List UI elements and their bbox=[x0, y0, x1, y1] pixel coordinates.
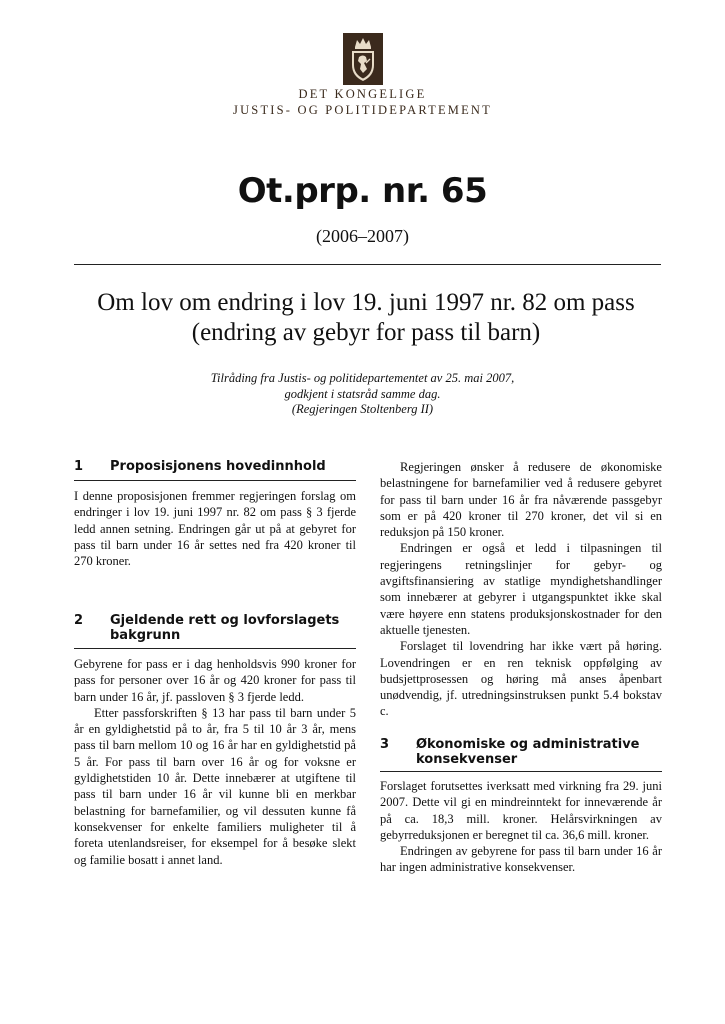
submission-note bbox=[0, 371, 725, 418]
paragraph: Endringen er også et ledd i tilpasningen til regjeringens retningslinjer for gebyr- og avgiftsfinansiering av statlige myndighetshandlinger som innebærer at gebyrer i utgangspunktet ikke skal være høyere enn statens produksjonskostnader for den aktuelle tjenesten. bbox=[380, 541, 662, 637]
proposition-year: (2006–2007) bbox=[316, 226, 409, 246]
paragraph: Endringen av gebyrene for pass til barn under 16 år har ingen administrative konsekvenser. bbox=[380, 844, 662, 875]
paragraph: Forslaget forutsettes iverksatt med virkning fra 29. juni 2007. Dette vil gi en mindreinntekt for inneværende år på ca. 18,3 mill. kroner. Helårsvirkningen av gebyrreduksjonen er beregnet til ca. 36,6 mill. kroner. bbox=[380, 779, 662, 842]
section-3-body bbox=[380, 778, 662, 876]
title-divider bbox=[74, 264, 661, 265]
section-rule bbox=[380, 771, 662, 772]
paragraph: Regjeringen ønsker å redusere de økonomiske belastningene for barnefamilier ved å redusere gebyret for pass til barn under 16 år fra nåværende passgebyr som er på 420 kroner til 270 kroner, det vil si en reduksjon på 150 kroner. bbox=[380, 460, 662, 540]
main-title-line1: Om lov om endring i lov 19. juni 1997 nr. 82 om pass bbox=[97, 289, 635, 316]
section-2-body-left bbox=[74, 656, 356, 868]
paragraph: Gebyrene for pass er i dag henholdsvis 990 kroner for pass for personer over 16 år og 420 kroner for pass til barn under 16 år, jf. passloven § 3 fjerde ledd. bbox=[74, 657, 356, 704]
submission-line3: (Regjeringen Stoltenberg II) bbox=[291, 402, 434, 416]
main-title-line2: (endring av gebyr for pass til barn) bbox=[191, 319, 541, 346]
section-2-body-right bbox=[380, 459, 662, 720]
paragraph: I denne proposisjonen fremmer regjeringen forslag om endringer i lov 19. juni 1997 nr. 82 om pass § 3 fjerde ledd annen setning. Endringen går ut på at gebyret for pass til barn under 16 år settes ned fra 420 kroner til 270 kroner. bbox=[74, 489, 356, 569]
section-rule bbox=[74, 480, 356, 481]
section-title: Proposisjonens hovedinnhold bbox=[110, 459, 326, 474]
section-number: 1 bbox=[74, 459, 84, 474]
paragraph: Forslaget til lovendring har ikke vært på høring. Lovendringen er en ren teknisk oppfølging av budsjettprosessen og høring må anses åpenbart unødvendig, jf. utredningsinstruksen punkt 5.4 bokstav c. bbox=[380, 639, 662, 719]
section-number: 3 bbox=[380, 737, 390, 752]
main-title bbox=[60, 288, 672, 348]
department-name-line2: JUSTIS- OG POLITIDEPARTEMENT bbox=[233, 103, 492, 117]
section-number: 2 bbox=[74, 613, 84, 628]
proposition-title: Ot.prp. nr. 65 bbox=[237, 171, 488, 211]
section-title: Gjeldende rett og lovforslagets bakgrunn bbox=[110, 613, 340, 643]
section-title: Økonomiske og administrative konsekvenser bbox=[416, 737, 640, 767]
submission-line2: godkjent i statsråd samme dag. bbox=[284, 386, 441, 401]
department-name-line1: DET KONGELIGE bbox=[298, 87, 427, 101]
section-rule bbox=[74, 648, 356, 649]
coat-of-arms-icon bbox=[343, 33, 383, 85]
section-1-body bbox=[74, 488, 356, 569]
paragraph: Etter passforskriften § 13 har pass til barn under 5 år en gyldighetstid på to år, fra 5 til 10 år 3 år, mens pass til barn mellom 10 og 16 år har en gyldighetstid på 5 år. For pass til barn over 16 år og for voksne er gyldighetstiden 10 år. Dette innebærer at utgiftene til pass til barn under 16 år vil kunne bli en merkbar belastning for barnefamilier, og vil dessuten kunne få konsekvenser for enkelte familiers muligheter til å foreta utenlandsreiser, for eksempel for å besøke slekt og familie bosatt i annet land. bbox=[74, 705, 356, 867]
submission-line1: Tilråding fra Justis- og politidepartementet av 25. mai 2007, bbox=[210, 371, 515, 385]
